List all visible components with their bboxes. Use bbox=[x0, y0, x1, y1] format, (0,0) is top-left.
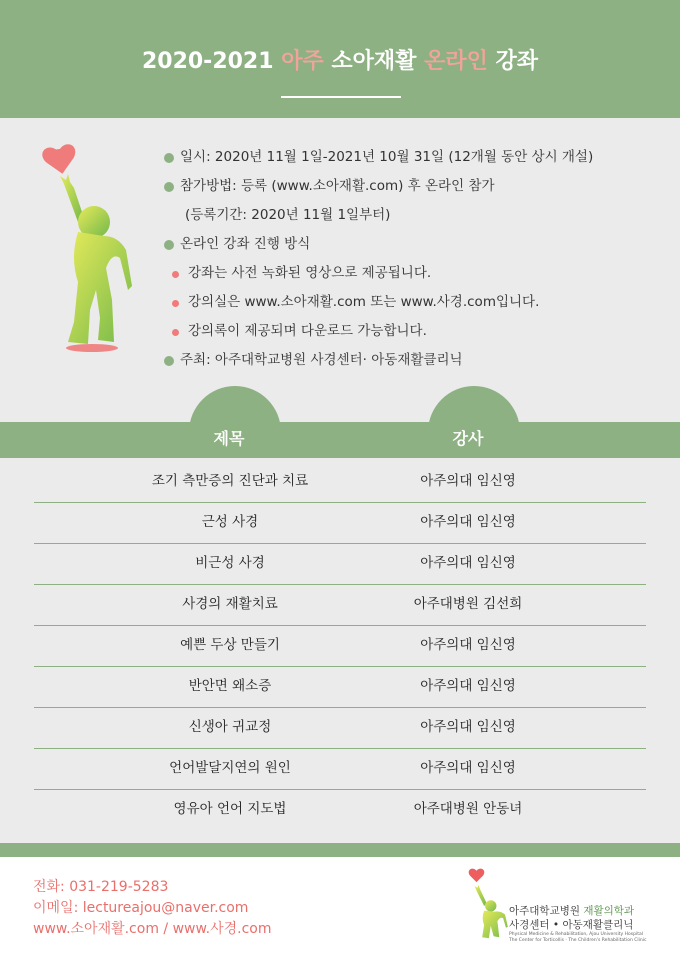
lecture-title: 비근성 사경 bbox=[195, 555, 265, 571]
logo-hospital: 아주대학교병원 bbox=[509, 905, 581, 917]
table-row bbox=[0, 544, 680, 585]
info-host-text: 주최: 아주대학교병원 사경센터· 아동재활클리닉 bbox=[180, 352, 463, 368]
lecture-title: 조기 측만증의 진단과 치료 bbox=[151, 473, 309, 489]
info-host bbox=[163, 349, 678, 378]
info-sub-item bbox=[163, 291, 678, 320]
info-sub-item bbox=[163, 262, 678, 291]
column-header-lecturer: 강사 bbox=[452, 429, 484, 448]
title-ajou: 아주 bbox=[281, 49, 324, 74]
contact-info bbox=[33, 877, 272, 940]
lecture-title: 근성 사경 bbox=[201, 514, 259, 530]
contact-email[interactable]: 이메일: lectureajou@naver.com bbox=[33, 900, 249, 916]
lecturer-name: 아주대병원 안동녀 bbox=[413, 801, 523, 817]
child-heart-illustration bbox=[34, 140, 134, 360]
lecturer-name: 아주의대 임신영 bbox=[420, 637, 516, 653]
table-row bbox=[0, 708, 680, 749]
table-row bbox=[0, 503, 680, 544]
sub-bullet-dot bbox=[172, 329, 179, 336]
footer-band bbox=[0, 843, 680, 857]
info-online-method bbox=[163, 233, 678, 262]
bullet-dot bbox=[164, 182, 174, 192]
info-sub-item-text: 강의록이 제공되며 다운로드 가능합니다. bbox=[188, 323, 427, 339]
table-header bbox=[0, 422, 680, 458]
title-underline bbox=[281, 96, 401, 98]
table-row bbox=[0, 790, 680, 831]
info-method-text: 참가방법: 등록 (www.소아재활.com) 후 온라인 참가 bbox=[180, 178, 495, 194]
sub-bullet-dot bbox=[172, 300, 179, 307]
logo-line-4: The Center for Torticollis · The Children's Rehabilitation Clinic bbox=[509, 938, 647, 943]
lecturer-name: 아주의대 임신영 bbox=[420, 473, 516, 489]
lecture-title: 신생아 귀교정 bbox=[188, 719, 272, 735]
page-title bbox=[0, 44, 680, 75]
table-row bbox=[0, 462, 680, 503]
bullet-dot bbox=[164, 356, 174, 366]
logo-line-2: 사경센터 • 아동재활클리닉 bbox=[509, 919, 634, 931]
lecturer-name: 아주의대 임신영 bbox=[420, 555, 516, 571]
info-method bbox=[163, 175, 678, 204]
lecturer-name: 아주대병원 김선희 bbox=[413, 596, 523, 612]
title-lecture: 강좌 bbox=[495, 49, 539, 74]
table-row bbox=[0, 667, 680, 708]
title-online: 온라인 bbox=[424, 49, 488, 74]
lecture-title: 반안면 왜소증 bbox=[188, 678, 272, 694]
lecture-title: 영유아 언어 지도법 bbox=[173, 801, 287, 817]
logo-child-icon bbox=[462, 866, 510, 942]
sub-bullet-dot bbox=[172, 271, 179, 278]
info-sub-item-text: 강의실은 www.소아재활.com 또는 www.사경.com입니다. bbox=[188, 294, 540, 310]
event-info bbox=[163, 146, 678, 378]
bullet-dot bbox=[164, 240, 174, 250]
lecturer-name: 아주의대 임신영 bbox=[420, 719, 516, 735]
table-row bbox=[0, 585, 680, 626]
title-pedi: 소아재활 bbox=[331, 49, 417, 74]
table-row bbox=[0, 626, 680, 667]
logo-heart-icon bbox=[469, 869, 485, 883]
info-period-text: (등록기간: 2020년 11월 1일부터) bbox=[185, 207, 391, 223]
header-banner bbox=[0, 0, 680, 118]
lecturer-name: 아주의대 임신영 bbox=[420, 514, 516, 530]
title-year: 2020-2021 bbox=[141, 49, 274, 74]
info-date bbox=[163, 146, 678, 175]
column-header-title: 제목 bbox=[213, 429, 245, 448]
info-sub-item bbox=[163, 320, 678, 349]
info-period bbox=[163, 204, 678, 233]
lecture-table bbox=[0, 462, 680, 831]
info-sub-item-text: 강좌는 사전 녹화된 영상으로 제공됩니다. bbox=[188, 265, 432, 281]
lecturer-name: 아주의대 임신영 bbox=[420, 678, 516, 694]
hospital-logo bbox=[509, 904, 669, 944]
lecture-title: 언어발달지연의 원인 bbox=[169, 760, 291, 776]
bullet-dot bbox=[164, 153, 174, 163]
lecture-title: 사경의 재활치료 bbox=[182, 596, 278, 612]
info-date-text: 일시: 2020년 11월 1일-2021년 10월 31일 (12개월 동안 상시 개설) bbox=[180, 149, 594, 165]
lecture-title: 예쁜 두상 만들기 bbox=[180, 637, 280, 653]
contact-phone: 전화: 031-219-5283 bbox=[33, 879, 169, 895]
lecturer-name: 아주의대 임신영 bbox=[420, 760, 516, 776]
logo-line-1 bbox=[509, 904, 669, 918]
heart-icon bbox=[41, 143, 79, 177]
table-row bbox=[0, 749, 680, 790]
contact-web[interactable]: www.소아재활.com / www.사경.com bbox=[33, 921, 272, 937]
info-online-method-text: 온라인 강좌 진행 방식 bbox=[180, 236, 311, 252]
logo-department: 재활의학과 bbox=[583, 905, 635, 917]
logo-line-3: Physical Medicine & Rehabilitation, Ajou University Hospital bbox=[509, 932, 643, 937]
